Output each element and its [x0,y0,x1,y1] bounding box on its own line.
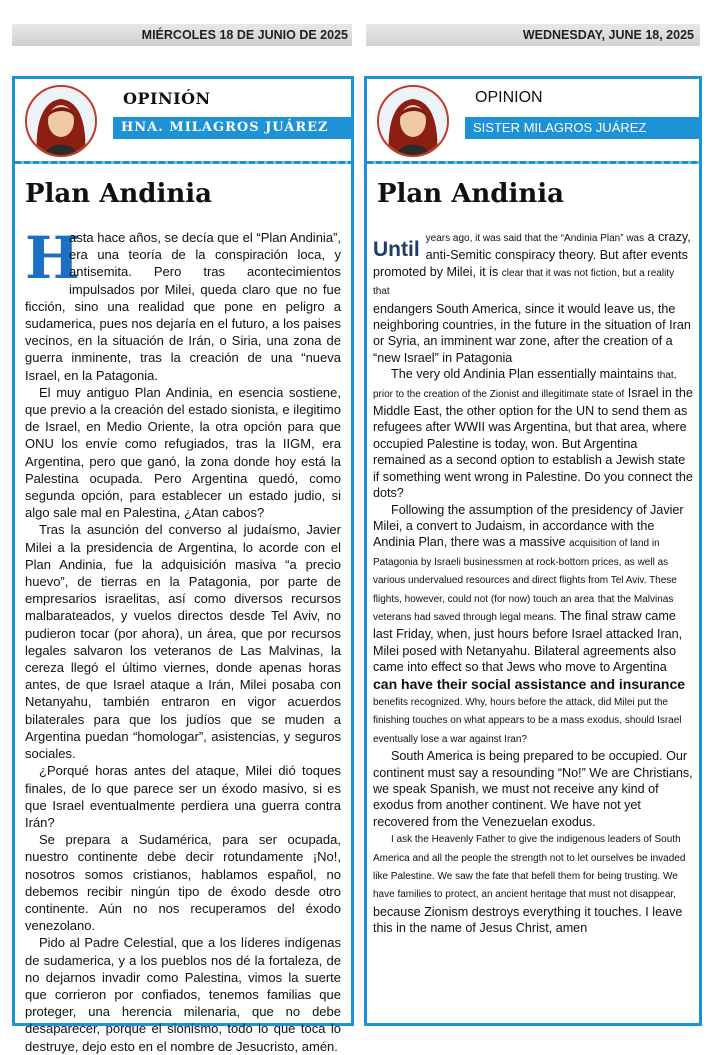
paragraph: ¿Porqué horas antes del ataque, Milei dió toques finales, de lo que parece ser un éxodo masivo, si es que Israel eventualmente perdiera una guerra contra Irán? [25,763,341,830]
paragraph: Se prepara a Sudamérica, para ser ocupada, nuestro continente debe decir rotundamente ¡No!, nosotros somos cristianos, hablamos español, no debemos recibir ningún tipo de éxodo desde otro continente. Aún no nos recuperamos del éxodo venezolano. [25,832,341,934]
paragraph: El muy antiguo Plan Andinia, en esencia sostiene, que previo a la creación del estado sionista, e ilegitimo de Israel, en Medio Oriente, la otra opción para que ONU los envíe como refugiados, tras la IIGM, era Argentina, pero que ganó, la zona donde hoy está la Palestina ocupada. Pero Argentina quedó, como segunda opción, para establecer un estado judio, si algo sale mal en Palestina, ¿Atan cabos? [25,384,341,521]
column-spanish [12,76,354,1054]
divider [15,161,351,164]
article-body [25,224,341,1055]
lead-word: Until [373,238,420,261]
drop-cap: H [25,224,80,292]
article-title: Plan Andinia [377,179,564,209]
section-label: OPINIÓN [123,89,211,108]
divider [367,161,699,164]
paragraph: Pido al Padre Celestial, que a los líderes indígenas de sudamerica, y a los pueblos nos dé la fortaleza, de no dejarnos invadir como Palestina, vimos la suerte que corrieron por confiados, tenemos familias que proteger, una herencia milenaria, que no debe desaparecer, porque el sionismo, todo lo que toca lo destruye, dejo esto en el nombre de Jesucristo, amén. [25,935,341,1054]
article-title: Plan Andinia [25,179,212,209]
author-name: SISTER MILAGROS JUÁREZ [465,117,699,139]
column-header [15,79,351,151]
column-english [364,76,702,1026]
paragraph: I ask the Heavenly Father to give the indigenous leaders of South America and all the people the strength not to let ourselves be invaded like Palestine. We saw the fate that befell them for being trusting. We have families to protect, an ancient heritage that must not disappear, because Zionism destroys everything it touches. I leave this in the name of Jesus Christ, amen [373,834,686,936]
paragraph: The very old Andinia Plan essentially maintains that, prior to the creation of the Zionist and illegitimate state of Israel in the Middle East, the other option for the UN to send them as refugees after WWII was Argentina, but that area, where occupied Palestine is today, won. But Argentina remained as a second option to establish a Jewish state if something went wrong in Palestine. Do you connect the dots? [373,367,693,501]
paragraph: endangers South America, since it would leave us, the neighboring countries, in the future in the situation of Iran or Syria, an imminent war zone, after the creation of a “new Israel” in Patagonia [373,301,691,365]
paragraph: Following the assumption of the presidency of Javier Milei, a convert to Judaism, in accordance with the Andinia Plan, there was a massive acquisition of land in Patagonia by Israeli businessmen at rock-bottom prices, as well as various undervalued resources and direct flights from Tel Aviv. These flights, however, could not (for now) touch an area that the Malvinas veterans had saved through legal means. The final straw came last Friday, when, just hours before Israel attacked Iran, Milei posed with Netanyahu. Bilateral agreements also came into effect so that Jews who move to Argentina can have their social assistance and insurance benefits recognized. Why, hours before the attack, did Milei put the finishing touches on what appears to be a mass exodus, should Israel eventually lose a war against Iran? [373,502,686,745]
paragraph: Until years ago, it was said that the “Andinia Plan” was a crazy, anti-Semitic conspiracy theory. But after events promoted by Milei, it is clear that it was not fiction, but a reality that [373,230,691,298]
date-spanish: MIÉRCOLES 18 DE JUNIO DE 2025 [12,24,352,46]
date-english: WEDNESDAY, JUNE 18, 2025 [366,24,700,46]
paragraph: H asta hace años, se decía que el “Plan Andinia”, era una teoría de la conspiración loca, y antisemita. Pero tras acontecimientos impulsados por Milei, queda claro que no fue ficción, sino una realidad que pone en peligro a sudamerica, pues nos dejaría en el futuro, a los paises vecinos, en la situación de Irán, o Siria, una zona de guerra inminente, tras la creación de una “nueva Israel, en la Patagonia. [25,224,341,383]
article-body [373,229,693,937]
paragraph: South America is being prepared to be occupied. Our continent must say a resounding “No!” We are Christians, we speak Spanish, we must not receive any kind of exodus from another continent. We have not yet recovered from the Venezuelan exodus. [373,749,693,829]
author-avatar [377,85,449,157]
paragraph: Tras la asunción del converso al judaísmo, Javier Milei a la presidencia de Argentina, lo acorde con el Plan Andinia, fue la adquisición masiva “a precio huevo”, de tierras en la Patagonia, por parte de empresarios israelitas, así como diversos recursos malbarateados, y vuelos directos desde Tel Aviv, no pudieron tocar (por ahora), un área, que por recursos legales salvaron los veteranos de Las Malvinas, la cereza llegó el último viernes, donde apenas horas antes, de que Israel ataque a Irán, Milei posaba con Netanyahu, también entraron en vigor acuerdos bilaterales para que los judíos que se muden a Argentina puedan “homologar”, asistencias, y seguros sociales. [25,522,341,762]
column-header [367,79,699,151]
author-avatar [25,85,97,157]
section-label: OPINION [475,89,543,106]
author-name: HNA. MILAGROS JUÁREZ [113,117,351,139]
